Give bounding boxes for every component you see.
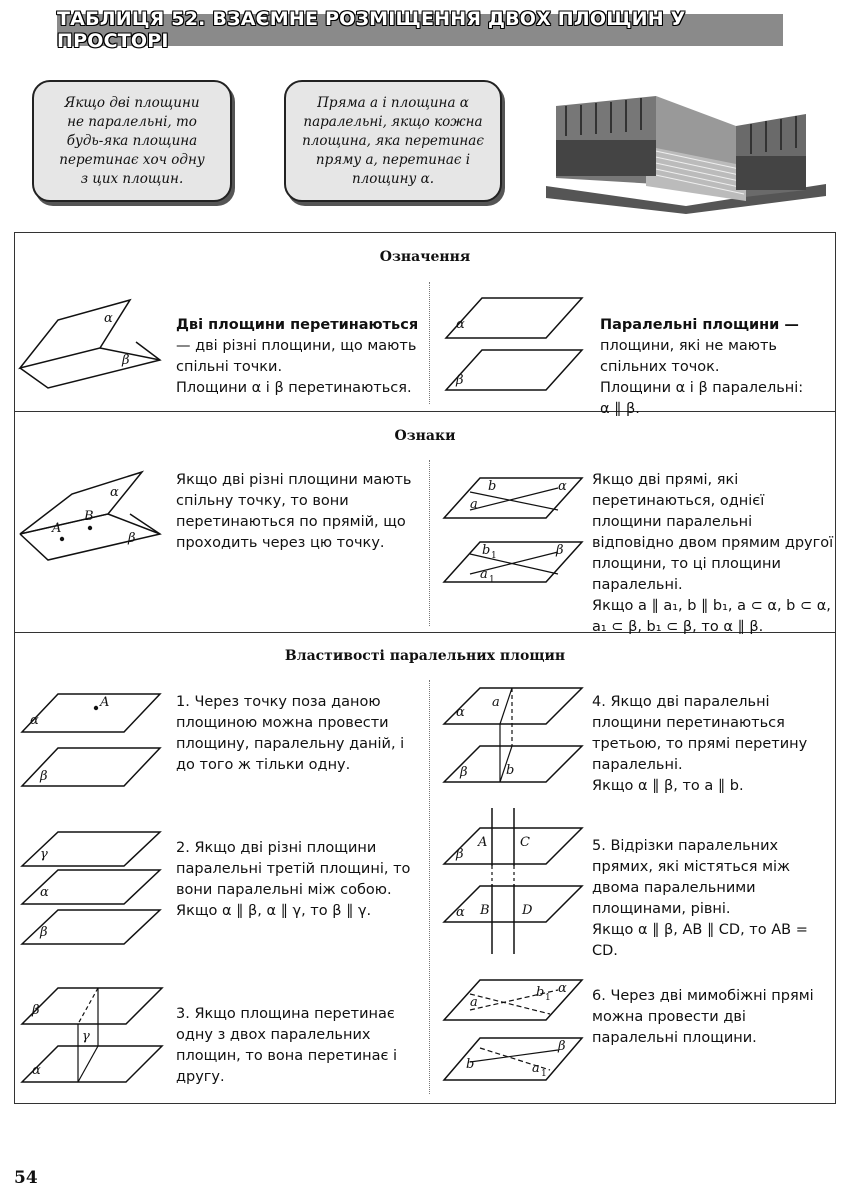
figure-property-2 <box>18 828 166 948</box>
label-beta: β <box>122 353 130 368</box>
sign-text-left: Якщо дві різні площини мають спільну точку, то вони перетинаються по прямій, що проходить через цю точку. <box>176 472 412 551</box>
sign-text-right: Якщо дві прямі, які перетинаються, однієї площини паралельні відповідно двом прямим другої площини, то ці площини паралельні. Якщо a ∥ a₁, b ∥ b₁, a ⊂ α, b ⊂ α, a₁ ⊂ β, b₁ ⊂ β, то α ∥ β. <box>592 472 834 635</box>
label-a1: a <box>532 1061 540 1076</box>
figure-parallel-planes <box>442 294 588 394</box>
label-alpha: α <box>558 479 567 494</box>
label-beta: β <box>558 1039 566 1054</box>
label-beta: β <box>128 531 136 546</box>
label-beta: β <box>40 925 48 940</box>
figure-property-3 <box>18 982 168 1086</box>
column-divider-2 <box>429 460 430 626</box>
definition-parallel-lead: Паралельні площини — <box>600 317 799 333</box>
label-b1: b <box>536 985 545 1000</box>
label-b1-sub: 1 <box>545 993 551 1003</box>
page-number: 54 <box>14 1168 38 1188</box>
label-b: b <box>466 1057 475 1072</box>
figure-property-6 <box>440 972 588 1088</box>
figure-intersecting-planes <box>18 296 168 396</box>
label-a: a <box>492 695 500 710</box>
property-5-text: 5. Відрізки паралельних прямих, які містяться між двома паралельними площинами, рівні. Якщо α ∥ β, AB ∥ CD, то AB = CD. <box>592 838 808 959</box>
figure-common-point <box>18 470 168 570</box>
label-point-d: D <box>522 903 533 918</box>
label-b1: b <box>482 543 491 558</box>
label-beta: β <box>40 769 48 784</box>
column-divider-1 <box>429 282 430 404</box>
label-alpha: α <box>32 1063 41 1078</box>
label-beta: β <box>456 373 464 388</box>
label-gamma: γ <box>40 847 48 862</box>
property-4-text: 4. Якщо дві паралельні площини перетинаються третьою, то прямі перетину паралельні. Якщо α ∥ β, то a ∥ b. <box>592 694 808 794</box>
building-illustration <box>536 66 832 214</box>
label-alpha: α <box>110 485 119 500</box>
section-properties: Властивості паралельних площин <box>284 648 566 664</box>
label-point-a: A <box>478 835 488 850</box>
label-beta: β <box>556 543 564 558</box>
column-divider-3 <box>429 680 430 1094</box>
label-point-b: B <box>84 509 94 524</box>
figure-property-1 <box>18 690 166 790</box>
label-beta: β <box>32 1003 40 1018</box>
property-3-text: 3. Якщо площина перетинає одну з двох паралельних площин, то вона перетинає і другу. <box>176 1006 398 1085</box>
definition-parallel <box>600 294 832 420</box>
definition-intersecting <box>176 294 420 399</box>
label-gamma: γ <box>82 1029 90 1044</box>
section-signs: Ознаки <box>394 428 456 444</box>
label-a1: a <box>480 567 488 582</box>
label-a: a <box>470 497 478 512</box>
label-b: b <box>506 763 515 778</box>
callout-line-plane-text: Пряма a і площина α паралельні, якщо кожна площина, яка перетинає пряму a, перетинає і площину α. <box>302 94 484 187</box>
label-point-b: B <box>480 903 490 918</box>
label-a: a <box>470 995 478 1010</box>
label-beta: β <box>456 847 464 862</box>
label-alpha: α <box>456 905 465 920</box>
property-6-text: 6. Через дві мимобіжні прямі можна провести дві паралельні площини. <box>592 988 814 1046</box>
page-title-bar <box>57 8 783 52</box>
callout-line-plane <box>284 80 502 202</box>
figure-property-4 <box>440 684 588 788</box>
property-2-text: 2. Якщо дві різні площини паралельні третій площині, то вони паралельні між собою. Якщо α ∥ β, α ∥ γ, то β ∥ γ. <box>176 840 411 919</box>
label-alpha: α <box>456 317 465 332</box>
section-definitions: Означення <box>379 249 471 265</box>
callout-nonparallel <box>32 80 232 202</box>
label-alpha: α <box>104 311 113 326</box>
label-alpha: α <box>558 981 567 996</box>
label-b: b <box>488 479 497 494</box>
label-point-a: A <box>52 521 62 536</box>
figure-crossing-lines <box>440 470 588 590</box>
definition-parallel-text: площини, які не мають спільних точок. Площини α і β паралельні: α ∥ β. <box>600 338 804 417</box>
label-alpha: α <box>40 885 49 900</box>
callout-nonparallel-text: Якщо дві площини не паралельні, то будь-яка площина перетинає хоч одну з цих площин. <box>59 94 205 187</box>
label-beta: β <box>460 765 468 780</box>
label-a1-sub: 1 <box>541 1069 547 1079</box>
label-point-a: A <box>100 695 110 710</box>
label-a1-sub: 1 <box>489 575 495 585</box>
label-alpha: α <box>30 713 39 728</box>
label-point-c: C <box>520 835 530 850</box>
figure-property-5 <box>440 806 588 956</box>
page-title: ТАБЛИЦЯ 52. ВЗАЄМНЕ РОЗМІЩЕННЯ ДВОХ ПЛОЩИН У ПРОСТОРІ <box>57 8 686 52</box>
property-1-text: 1. Через точку поза даною площиною можна провести площину, паралельну даній, і до того ж тільки одну. <box>176 694 405 773</box>
label-alpha: α <box>456 705 465 720</box>
label-b1-sub: 1 <box>491 551 497 561</box>
definition-intersecting-text: — дві різні площини, що мають спільні точки. Площини α і β перетинаються. <box>176 338 417 396</box>
definition-intersecting-lead: Дві площини перетинаються <box>176 317 419 333</box>
